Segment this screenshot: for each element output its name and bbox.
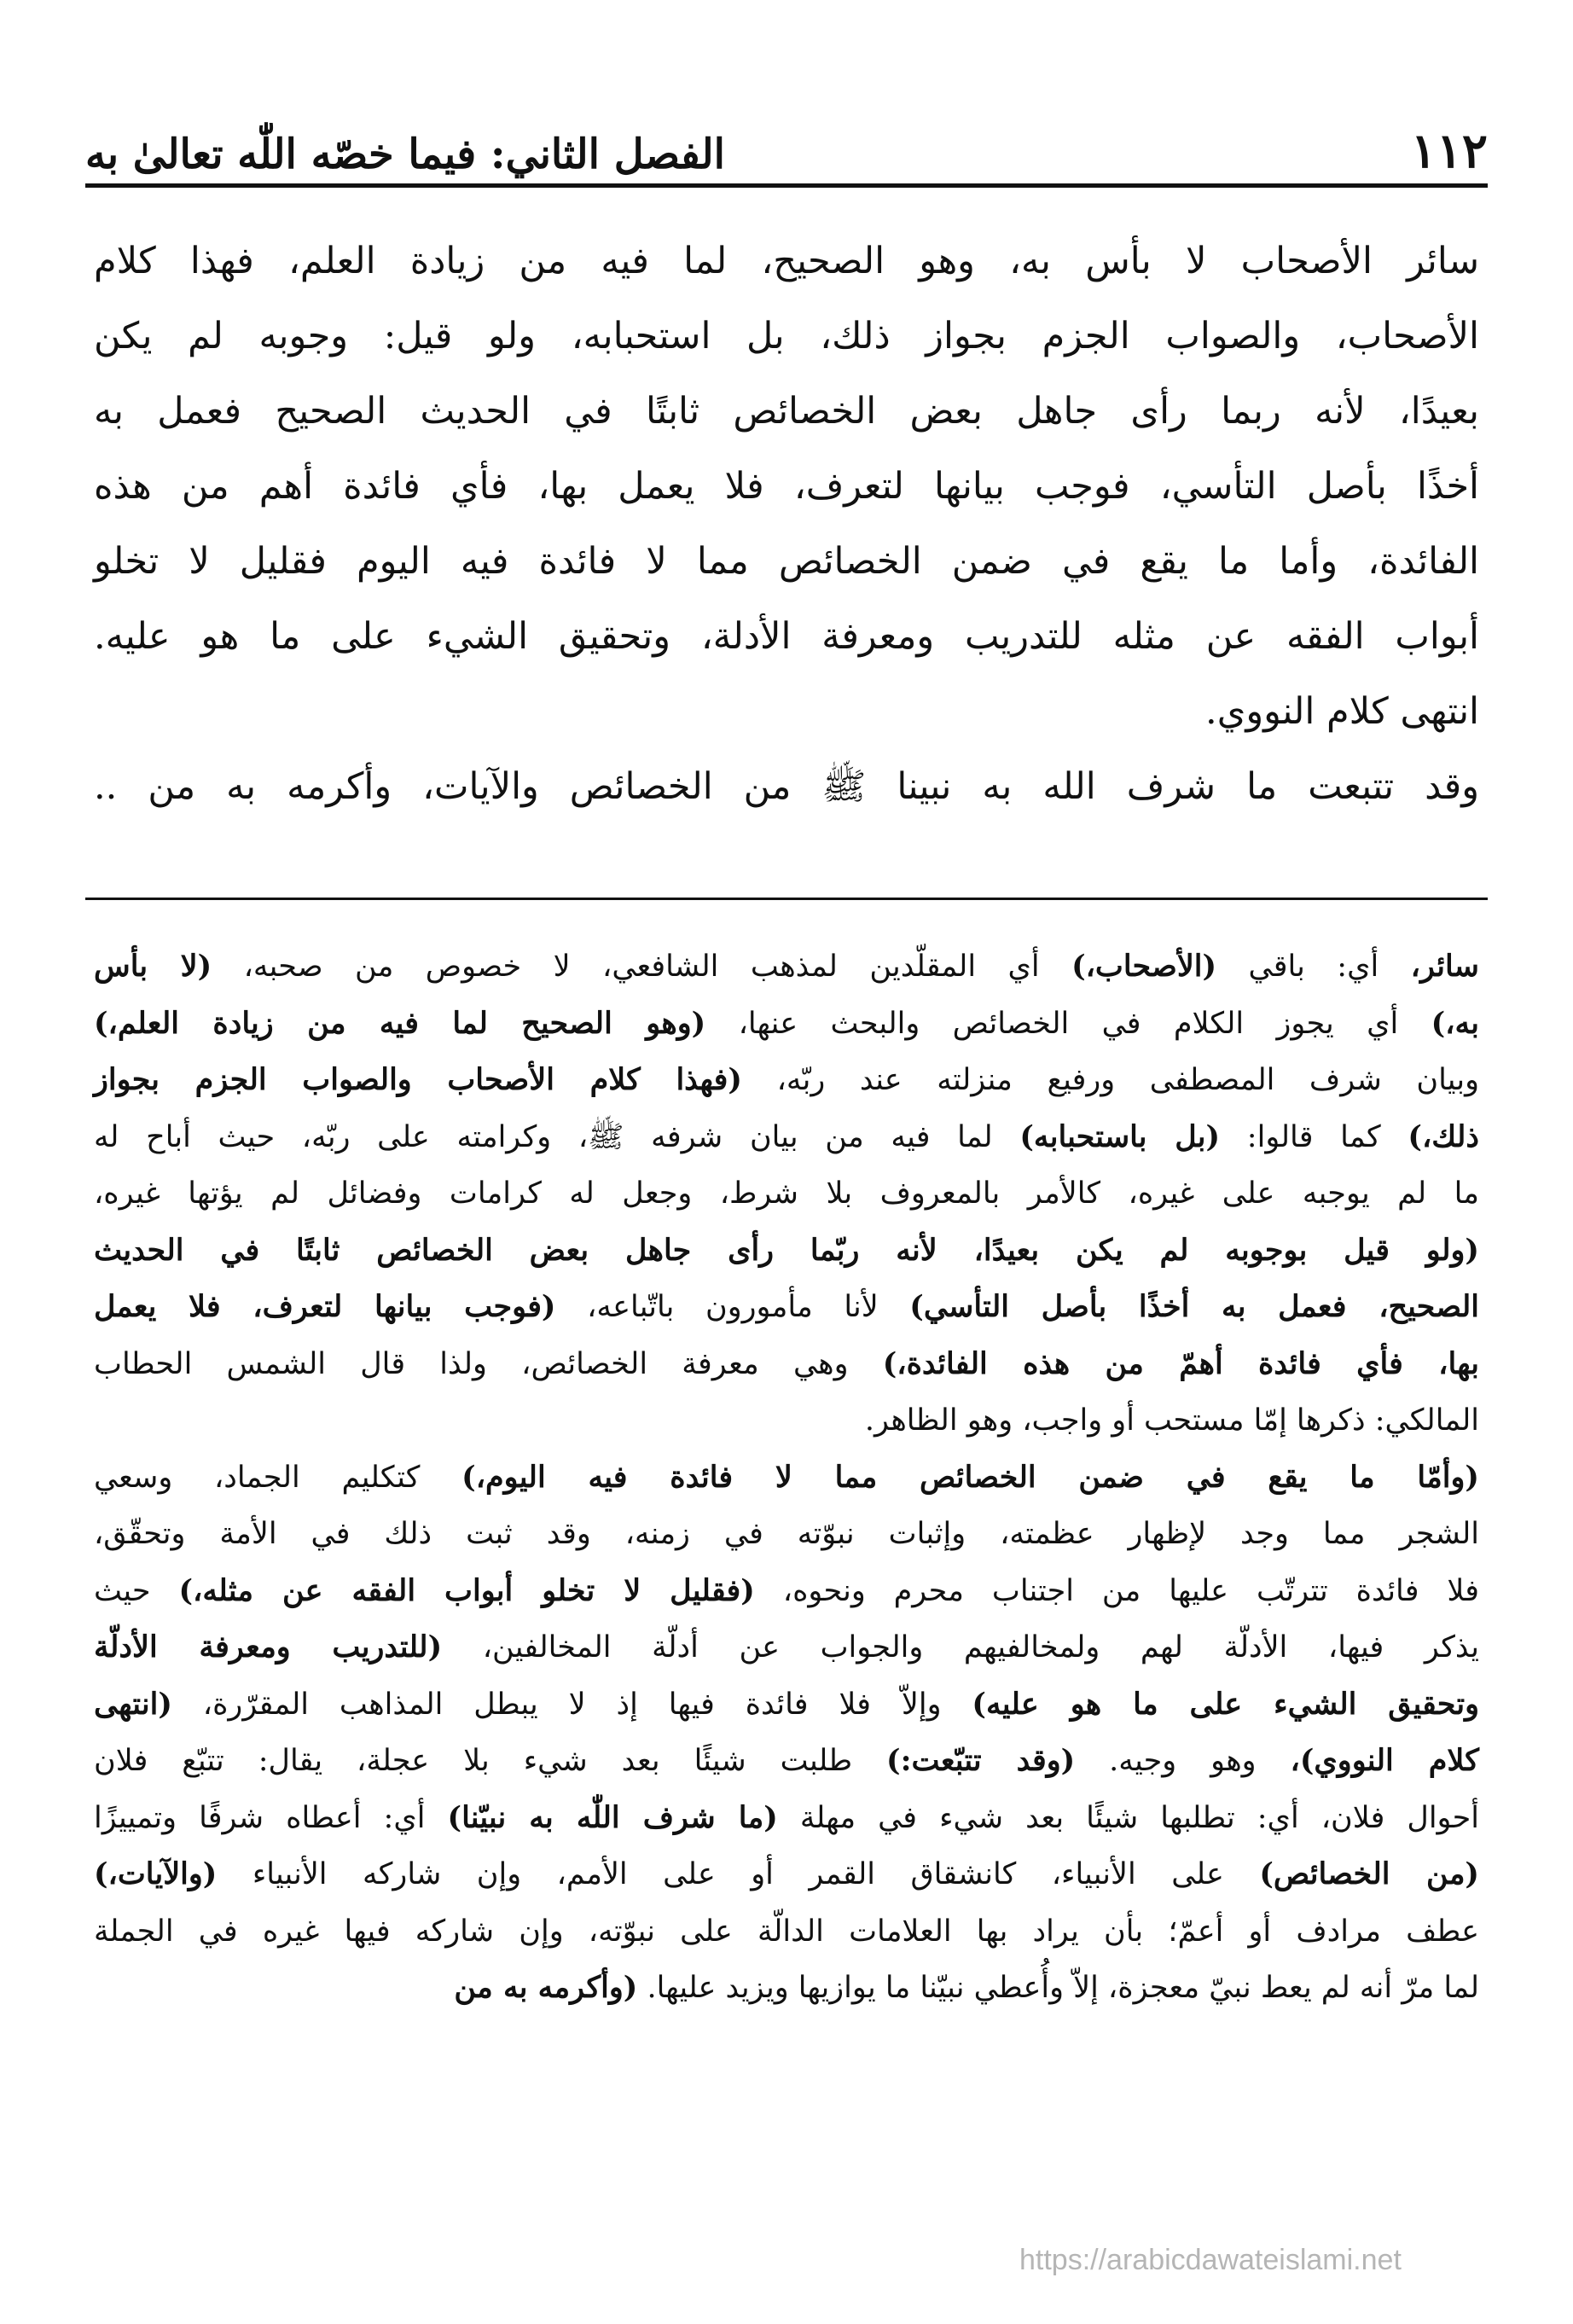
commentary-line — [94, 938, 1479, 996]
source-url-watermark: https://arabicdawateislami.net — [1019, 2244, 1402, 2276]
commentary-line — [94, 1733, 1479, 1790]
commentary-line — [94, 1223, 1479, 1280]
commentary-text: أي: باقي — [1216, 950, 1411, 984]
commentary-line — [94, 1846, 1479, 1903]
commentary-text: كما قالوا: — [1220, 1119, 1408, 1154]
commentary-line — [94, 1392, 1479, 1450]
quoted-matn-text: (فوجب بيانها لتعرف، فلا يعمل — [94, 1289, 556, 1324]
quoted-matn-text: (فقليل لا تخلو أبواب الفقه عن مثله،) — [178, 1572, 755, 1608]
commentary-text: الشجر مما وجد لإظهار عظمته، وإثبات نبوّته في زمنه، وقد ثبت ذلك في الأمة وتحقّق، — [94, 1517, 1479, 1551]
quoted-matn-text: (انتهى — [94, 1686, 172, 1722]
commentary-text: وإلاّ فلا فائدة فيها إذ لا يبطل المذاهب المقرّرة، — [171, 1687, 972, 1722]
quoted-matn-text: الصحيح، فعمل به أخذًا بأصل التأسي) — [909, 1289, 1479, 1324]
quoted-matn-text: بها، فأي فائدة أهمّ من هذه الفائدة،) — [882, 1345, 1479, 1381]
quoted-matn-text: كلام النووي)، — [1290, 1743, 1479, 1778]
quoted-matn-text: (فهذا كلام الأصحاب والصواب الجزم بجواز — [94, 1062, 742, 1097]
main-text-line: أخذًا بأصل التأسي، فوجب بيانها لتعرف، فلا يعمل بها، فأي فائدة أهم من هذه — [94, 465, 1479, 508]
commentary-line — [94, 1676, 1479, 1734]
commentary-line — [94, 1052, 1479, 1109]
commentary-text: أي يجوز الكلام في الخصائص والبحث عنها، — [705, 1006, 1431, 1041]
main-text-line: انتهى كلام النووي. — [1205, 690, 1479, 733]
quoted-matn-text: (من الخصائص) — [1259, 1856, 1479, 1891]
commentary-text: أحوال فلان، أي: تطلبها شيئًا بعد شيء في مهلة — [777, 1800, 1479, 1835]
quoted-matn-text: (وأكرمه به من — [454, 1970, 638, 2005]
main-text-line: بعيدًا، لأنه ربما رأى جاهل بعض الخصائص ثابتًا في الحديث الصحيح فعمل به — [94, 390, 1479, 433]
commentary — [94, 938, 1479, 2017]
quoted-matn-text: (لا بأس — [94, 949, 212, 984]
commentary-line — [94, 1506, 1479, 1563]
commentary-text: لما مرّ أنه لم يعط نبيّ معجزة، إلاّ وأُعطي نبيّنا ما يوازيها ويزيد عليها. — [637, 1971, 1479, 2005]
quoted-matn-text: (للتدريب ومعرفة الأدلّة — [94, 1630, 443, 1665]
quoted-matn-text: (بل باستحبابه) — [1019, 1118, 1221, 1154]
commentary-text: لأنا مأمورون باتّباعه، — [555, 1290, 910, 1324]
commentary-text: فلا فائدة تترتّب عليها من اجتناب محرم ونحوه، — [754, 1573, 1479, 1608]
commentary-text: أي: أعطاه شرفًا وتمييزًا — [94, 1800, 448, 1835]
quoted-matn-text: (وقد تتبّعت:) — [886, 1743, 1076, 1778]
main-text-line: سائر الأصحاب لا بأس به، وهو الصحيح، لما فيه من زيادة العلم، فهذا كلام — [94, 240, 1479, 282]
quoted-matn-text: (وأمّا ما يقع في ضمن الخصائص مما لا فائدة فيه اليوم،) — [461, 1459, 1479, 1495]
quoted-matn-text: سائر، — [1410, 949, 1479, 984]
commentary-text: أي المقلّدين لمذهب الشافعي، لا خصوص من صحبه، — [212, 950, 1072, 984]
quoted-matn-text: (ما شرف اللّٰه به نبيّنا) — [447, 1799, 778, 1835]
commentary-text: طلبت شيئًا بعد شيء بلا عجلة، يقال: تتبّع فلان — [94, 1744, 887, 1778]
quoted-matn-text: (الأصحاب،) — [1071, 949, 1217, 984]
quoted-matn-text: (والآيات،) — [94, 1856, 218, 1891]
commentary-line — [94, 1619, 1479, 1676]
commentary-text: على الأنبياء، كانشقاق القمر أو على الأمم، وإن شاركه الأنبياء — [217, 1857, 1260, 1891]
main-text-line: الفائدة، وأما ما يقع في ضمن الخصائص مما لا فائدة فيه اليوم فقليل لا تخلو — [94, 540, 1479, 583]
commentary-text: وبيان شرف المصطفى ورفيع منزلته عند ربّه، — [741, 1063, 1479, 1097]
main-text-line: الأصحاب، والصواب الجزم بجواز ذلك، بل استحبابه، ولو قيل: وجوبه لم يكن — [94, 315, 1479, 357]
commentary-text: لما فيه من بيان شرفه ﷺ، وكرامته على ربّه، حيث أباح له — [94, 1119, 1020, 1154]
quoted-matn-text: به،) — [1431, 1005, 1479, 1041]
quoted-matn-text: ذلك،) — [1408, 1118, 1479, 1154]
commentary-text: ما لم يوجبه على غيره، كالأمر بالمعروف بلا شرط، وجعل له كرامات وفضائل لم يؤتها غيره، — [94, 1177, 1479, 1211]
commentary-line — [94, 1450, 1479, 1507]
commentary-text: وهي معرفة الخصائص، ولذا قال الشمس الحطاب — [94, 1346, 883, 1381]
commentary-line — [94, 1336, 1479, 1393]
commentary-text: يذكر فيها، الأدلّة لهم ولمخالفيهم والجواب عن أدلّة المخالفين، — [442, 1630, 1479, 1665]
commentary-text: كتكليم الجماد، وسعي — [94, 1460, 462, 1495]
commentary-line — [94, 1903, 1479, 1961]
commentary-text: المالكي: ذكرها إمّا مستحب أو واجب، وهو الظاهر. — [864, 1403, 1479, 1438]
commentary-line — [94, 1790, 1479, 1847]
commentary-line — [94, 1563, 1479, 1620]
quoted-matn-text: وتحقيق الشيء على ما هو عليه) — [972, 1686, 1479, 1722]
commentary-text: وهو وجيه. — [1075, 1744, 1291, 1778]
commentary-text: عطف مرادف أو أعمّ؛ بأن يراد بها العلامات الدالّة على نبوّته، وإن شاركه فيها غيره في الجملة — [94, 1914, 1479, 1949]
commentary-text: حيث — [94, 1573, 179, 1608]
running-title: الفصل الثاني: فيما خصّه اللّٰه تعالىٰ به — [85, 131, 725, 178]
main-text — [94, 224, 1479, 824]
quoted-matn-text: (وهو الصحيح لما فيه من زيادة العلم،) — [94, 1005, 706, 1041]
commentary-line — [94, 1279, 1479, 1336]
commentary-line — [94, 1109, 1479, 1166]
commentary-line — [94, 996, 1479, 1053]
page-header — [85, 107, 1488, 179]
commentary-line — [94, 1165, 1479, 1223]
header-rule — [85, 183, 1488, 188]
main-text-line: أبواب الفقه عن مثله للتدريب ومعرفة الأدلة، وتحقيق الشيء على ما هو عليه. — [94, 615, 1479, 658]
page-number: ١١٢ — [1410, 123, 1488, 179]
quoted-matn-text: (ولو قيل بوجوبه لم يكن بعيدًا، لأنه ربّما رأى جاهل بعض الخصائص ثابتًا في الحديث — [94, 1232, 1479, 1268]
main-text-line: وقد تتبعت ما شرف الله به نبينا ﷺ من الخصائص والآيات، وأكرمه به من .. — [94, 765, 1479, 808]
footnote-separator — [85, 898, 1488, 900]
commentary-line — [94, 1960, 1479, 2017]
